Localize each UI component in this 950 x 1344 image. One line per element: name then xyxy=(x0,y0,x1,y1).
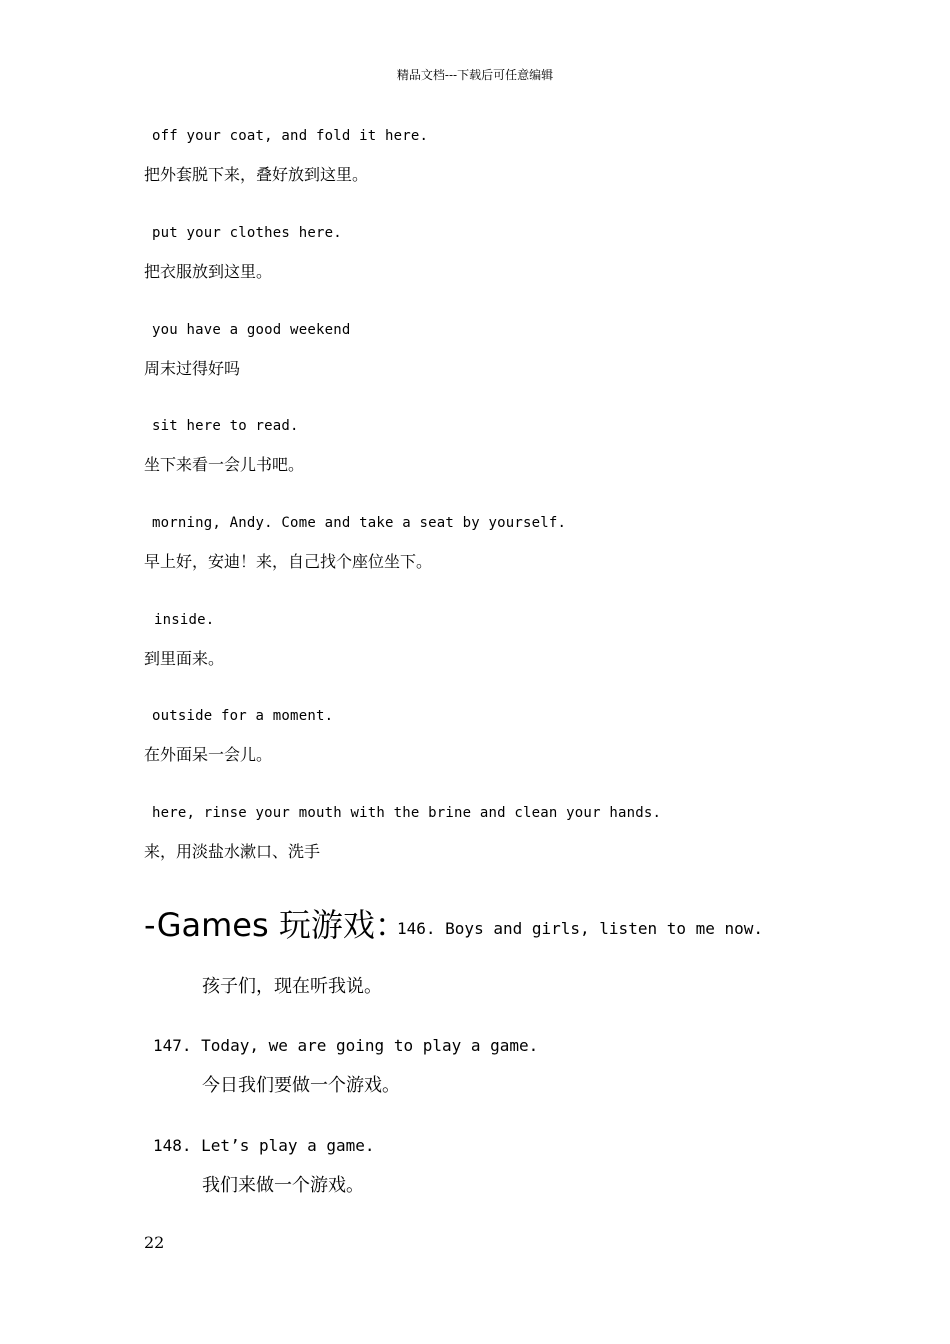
english-sentence: put your clothes here. xyxy=(152,225,342,241)
chinese-translation: 孩子们，现在听我说。 xyxy=(202,976,382,997)
chinese-translation: 今日我们要做一个游戏。 xyxy=(202,1075,400,1096)
chinese-translation: 把外套脱下来，叠好放到这里。 xyxy=(144,165,369,184)
english-sentence: morning, Andy. Come and take a seat by yourself. xyxy=(152,515,567,531)
english-sentence: outside for a moment. xyxy=(152,708,334,724)
chinese-translation: 早上好，安迪！来，自己找个座位坐下。 xyxy=(144,552,433,571)
chinese-translation: 坐下来看一会儿书吧。 xyxy=(144,455,305,474)
numbered-sentence: 148. Let’s play a game. xyxy=(153,1136,375,1155)
chinese-translation: 把衣服放到这里。 xyxy=(144,262,273,281)
numbered-sentence: 146. Boys and girls, listen to me now. xyxy=(397,919,764,938)
chinese-translation: 周末过得好吗 xyxy=(144,359,241,378)
english-sentence: inside. xyxy=(154,612,215,628)
chinese-translation: 来，用淡盐水漱口、洗手 xyxy=(144,842,321,861)
english-sentence: off your coat, and fold it here. xyxy=(152,128,429,144)
chinese-translation: 到里面来。 xyxy=(144,649,225,668)
page-header: 精品文档---下载后可任意编辑 xyxy=(396,68,554,82)
numbered-sentence: 147. Today, we are going to play a game. xyxy=(153,1036,539,1055)
section-heading: -Games 玩游戏： xyxy=(144,906,407,944)
english-sentence: sit here to read. xyxy=(152,418,299,434)
page-number: 22 xyxy=(144,1233,165,1252)
chinese-translation: 我们来做一个游戏。 xyxy=(202,1175,364,1196)
english-sentence: you have a good weekend xyxy=(152,322,351,338)
chinese-translation: 在外面呆一会儿。 xyxy=(144,745,273,764)
english-sentence: here, rinse your mouth with the brine and clean your hands. xyxy=(152,805,662,821)
